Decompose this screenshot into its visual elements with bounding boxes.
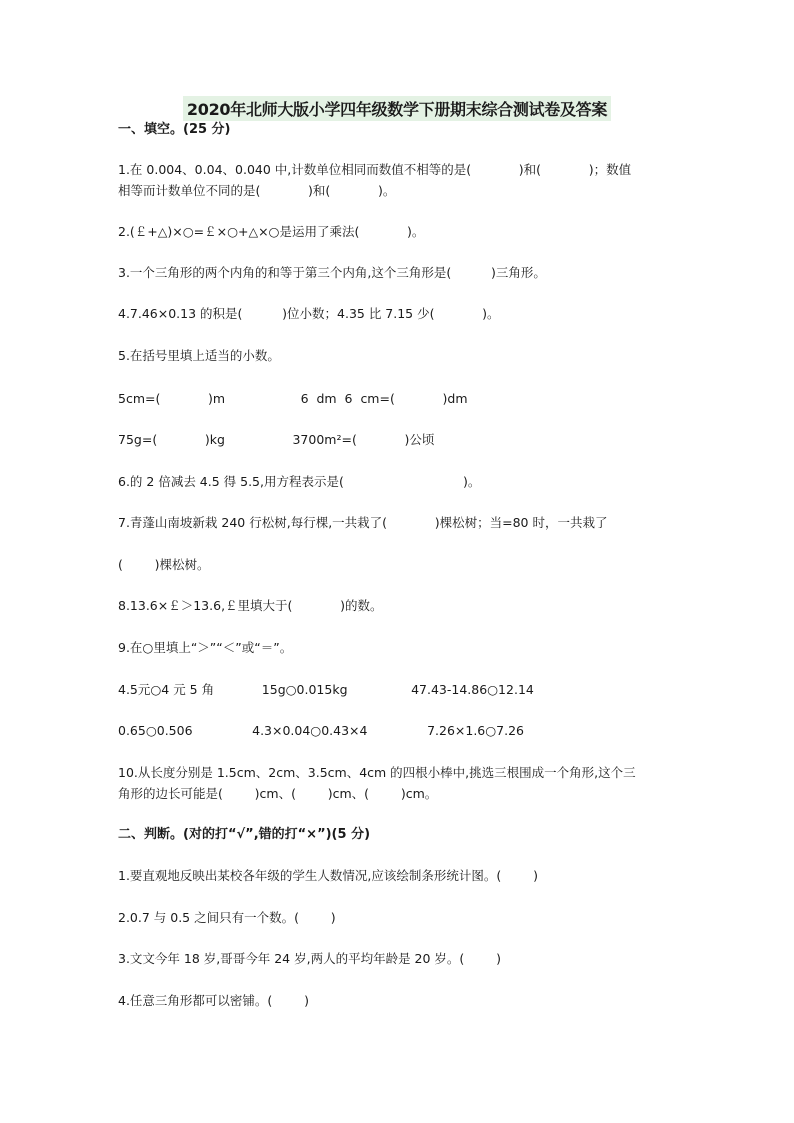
question-5-row-2: 75g=( )kg 3700m²=( )公顷 <box>118 432 435 447</box>
question-7-line-1: 7.青蓬山南坡新栽 240 行松树,每行棵,一共栽了( )棵松树；当=80 时，一共栽了 <box>118 515 608 530</box>
question-8: 8.13.6×￡＞13.6,￡里填大于( )的数。 <box>118 598 383 613</box>
question-10-line-2: 角形的边长可能是( )cm、( )cm、( )cm。 <box>118 786 438 801</box>
question-7-line-2: ( )棵松树。 <box>118 557 210 572</box>
section-heading-fill-blank: 一、填空。(25 分) <box>118 122 231 137</box>
question-10-line-1: 10.从长度分别是 1.5cm、2cm、3.5cm、4cm 的四根小棒中,挑选三根围成一个角形,这个三 <box>118 765 636 780</box>
section-heading-judgement: 二、判断。(对的打“√”,错的打“×”)(5 分) <box>118 827 371 842</box>
judgement-3: 3.文文今年 18 岁,哥哥今年 24 岁,两人的平均年龄是 20 岁。( ) <box>118 951 501 966</box>
question-9-row-1: 4.5元○4 元 5 角 15g○0.015kg 47.43-14.86○12.14 <box>118 682 534 697</box>
judgement-1: 1.要直观地反映出某校各年级的学生人数情况,应该绘制条形统计图。( ) <box>118 868 538 883</box>
question-1-line-1: 1.在 0.004、0.04、0.040 中,计数单位相同而数值不相等的是( )和( )；数值 <box>118 162 632 177</box>
judgement-4: 4.任意三角形都可以密铺。( ) <box>118 993 309 1008</box>
question-4: 4.7.46×0.13 的积是( )位小数；4.35 比 7.15 少( )。 <box>118 306 500 321</box>
judgement-2: 2.0.7 与 0.5 之间只有一个数。( ) <box>118 910 336 925</box>
question-2: 2.(￡+△)×○=￡×○+△×○是运用了乘法( )。 <box>118 224 425 239</box>
document-title-wrap <box>0 96 794 121</box>
question-5-row-1: 5cm=( )m 6 dm 6 cm=( )dm <box>118 391 468 406</box>
question-5: 5.在括号里填上适当的小数。 <box>118 348 280 363</box>
question-6: 6.的 2 倍减去 4.5 得 5.5,用方程表示是( )。 <box>118 474 481 489</box>
question-9: 9.在○里填上“＞”“＜”或“＝”。 <box>118 640 293 655</box>
question-1-line-2: 相等而计数单位不同的是( )和( )。 <box>118 183 396 198</box>
document-title: 2020年北师大版小学四年级数学下册期末综合测试卷及答案 <box>183 96 611 121</box>
question-9-row-2: 0.65○0.506 4.3×0.04○0.43×4 7.26×1.6○7.26 <box>118 723 524 738</box>
question-3: 3.一个三角形的两个内角的和等于第三个内角,这个三角形是( )三角形。 <box>118 265 546 280</box>
